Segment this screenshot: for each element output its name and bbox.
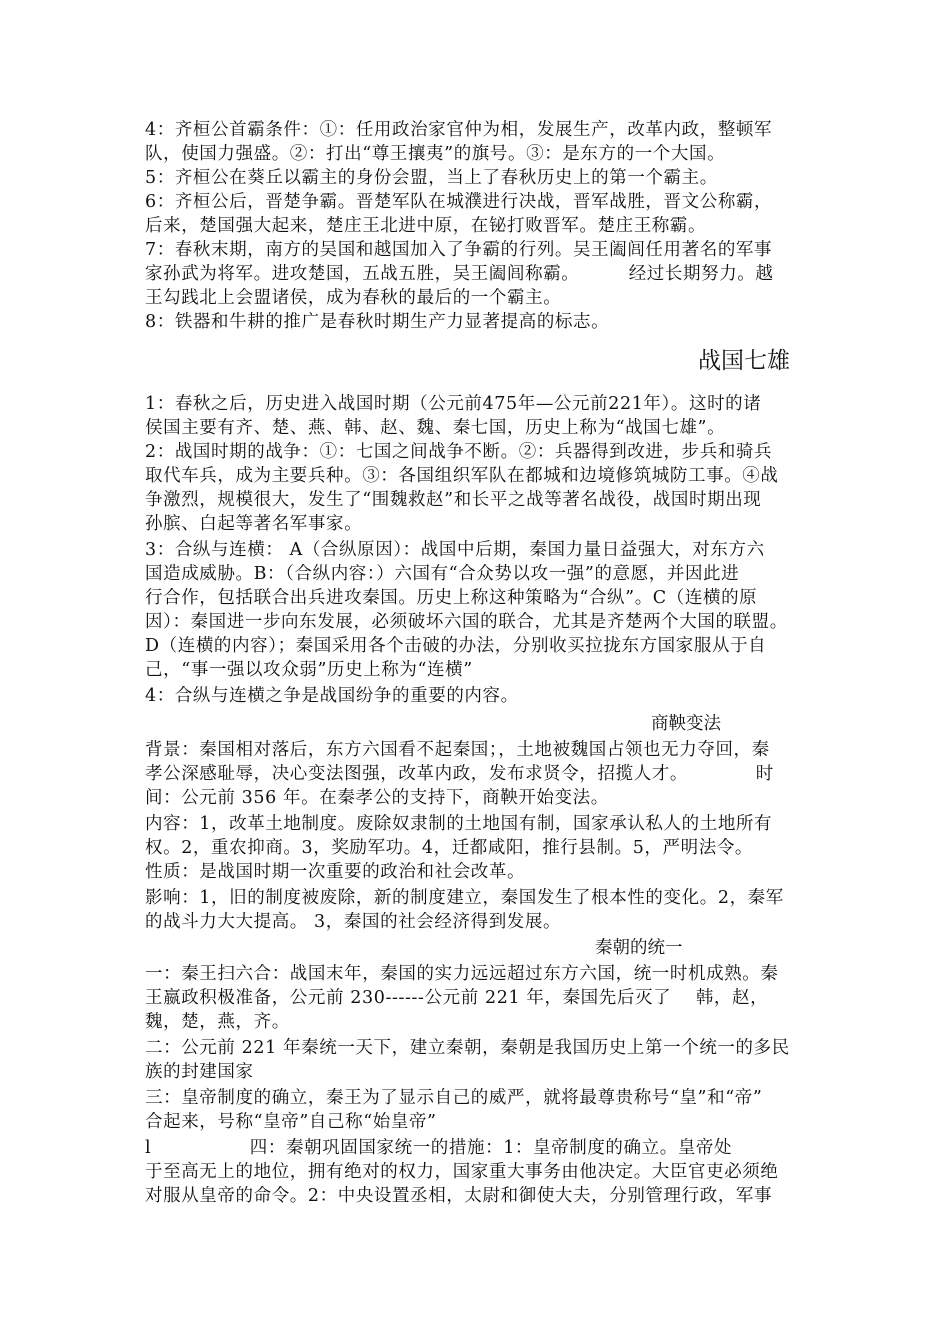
text-line: 的战斗力大大提高。 3，秦国的社会经济得到发展。 bbox=[145, 912, 562, 932]
text-line: 6：齐桓公后，晋楚争霸。晋楚军队在城濮进行决战，晋军战胜，晋文公称霸， bbox=[145, 192, 773, 212]
text-line: 4：齐桓公首霸条件：①：任用政治家官仲为相，发展生产，改革内政，整顿军 bbox=[145, 120, 773, 140]
section-heading: 战国七雄 bbox=[698, 348, 790, 374]
text-line: 取代车兵，成为主要兵种。③：各国组织军队在都城和边境修筑城防工事。④战 bbox=[145, 466, 779, 486]
section-heading: 商鞅变法 bbox=[651, 714, 721, 734]
text-line: 于至高无上的地位，拥有绝对的权力，国家重大事务由他决定。大臣官吏必须绝 bbox=[145, 1162, 779, 1182]
text-line: 侯国主要有齐、楚、燕、韩、赵、魏、秦七国，历史上称为“战国七雄”。 bbox=[145, 418, 726, 438]
text-line: 2：战国时期的战争：①：七国之间战争不断。②：兵器得到改进，步兵和骑兵 bbox=[145, 442, 773, 462]
text-line: 二：公元前 221 年秦统一天下，建立秦朝，秦朝是我国历史上第一个统一的多民 bbox=[145, 1038, 790, 1058]
text-line: 孙膑、白起等著名军事家。 bbox=[145, 514, 363, 534]
text-line: 一：秦王扫六合：战国末年，秦国的实力远远超过东方六国，统一时机成熟。秦 bbox=[145, 964, 779, 984]
text-line: 王勾践北上会盟诸侯，成为春秋的最后的一个霸主。 bbox=[145, 288, 562, 308]
text-line: 5：齐桓公在葵丘以霸主的身份会盟，当上了春秋历史上的第一个霸主。 bbox=[145, 168, 718, 188]
text-line: 权。2，重农抑商。3，奖励军功。4，迁都咸阳，推行县制。5，严明法令。 bbox=[145, 838, 754, 858]
text-line: 对服从皇帝的命令。2：中央设置丞相，太尉和御使大夫，分别管理行政，军事 bbox=[145, 1186, 773, 1206]
text-line: 4：合纵与连横之争是战国纷争的重要的内容。 bbox=[145, 686, 519, 706]
text-line: 1：春秋之后，历史进入战国时期（公元前475年—公元前221年）。这时的诸 bbox=[145, 394, 762, 414]
text-line: 队，使国力强盛。②：打出“尊王攘夷”的旗号。③：是东方的一个大国。 bbox=[145, 144, 726, 164]
text-line: 7：春秋末期，南方的吴国和越国加入了争霸的行列。吴王阖闾任用著名的军事 bbox=[145, 240, 773, 260]
text-line: 背景：秦国相对落后，东方六国看不起秦国；，土地被魏国占领也无力夺回，秦 bbox=[145, 740, 770, 760]
text-line: 己，“事一强以攻众弱”历史上称为“连横” bbox=[145, 660, 473, 680]
section-heading: 秦朝的统一 bbox=[595, 938, 683, 958]
text-line: 3：合纵与连横： A（合纵原因）：战国中后期，秦国力量日益强大，对东方六 bbox=[145, 540, 765, 560]
text-line: 族的封建国家 bbox=[145, 1062, 254, 1082]
text-line: 国造成威胁。B：（合纵内容：）六国有“合众势以攻一强”的意愿，并因此进 bbox=[145, 564, 740, 584]
text-line: 因）：秦国进一步向东发展，必须破坏六国的联合，尤其是齐楚两个大国的联盟。 bbox=[145, 612, 788, 632]
text-line: 三：皇帝制度的确立，秦王为了显示自己的威严，就将最尊贵称号“皇”和“帝” bbox=[145, 1088, 763, 1108]
text-line: 合起来，号称“皇帝”自己称“始皇帝” bbox=[145, 1112, 437, 1132]
text-line: 王嬴政积极准备，公元前 230------公元前 221 年，秦国先后灭了 韩，赵， bbox=[145, 988, 769, 1008]
text-line: 行合作，包括联合出兵进攻秦国。历史上称这种策略为“合纵”。C（连横的原 bbox=[145, 588, 758, 608]
text-line: D（连横的内容）；秦国采用各个击破的办法，分别收买拉拢东方国家服从于自 bbox=[145, 636, 767, 656]
text-line: 孝公深感耻辱，决心变法图强，改革内政，发布求贤令，招揽人才。 时 bbox=[145, 764, 774, 784]
text-line: 间：公元前 356 年。在秦孝公的支持下，商鞅开始变法。 bbox=[145, 788, 609, 808]
text-line: 后来，楚国强大起来，楚庄王北进中原，在铋打败晋军。楚庄王称霸。 bbox=[145, 216, 707, 236]
text-line: 内容：1，改革土地制度。废除奴隶制的土地国有制，国家承认私人的土地所有 bbox=[145, 814, 773, 834]
text-line: 8：铁器和牛耕的推广是春秋时期生产力显著提高的标志。 bbox=[145, 312, 610, 332]
text-line: 家孙武为将军。进攻楚国，五战五胜，吴王阖闾称霸。 经过长期努力。越 bbox=[145, 264, 774, 284]
text-line: 争激烈，规模很大，发生了“围魏救赵”和长平之战等著名战役，战国时期出现 bbox=[145, 490, 762, 510]
text-line: 性质：是战国时期一次重要的政治和社会改革。 bbox=[145, 862, 526, 882]
text-line: 影响：1，旧的制度被废除，新的制度建立，秦国发生了根本性的变化。2，秦军 bbox=[145, 888, 784, 908]
text-line: l 四：秦朝巩固国家统一的措施：1：皇帝制度的确立。皇帝处 bbox=[145, 1138, 733, 1158]
text-line: 魏，楚，燕，齐。 bbox=[145, 1012, 290, 1032]
